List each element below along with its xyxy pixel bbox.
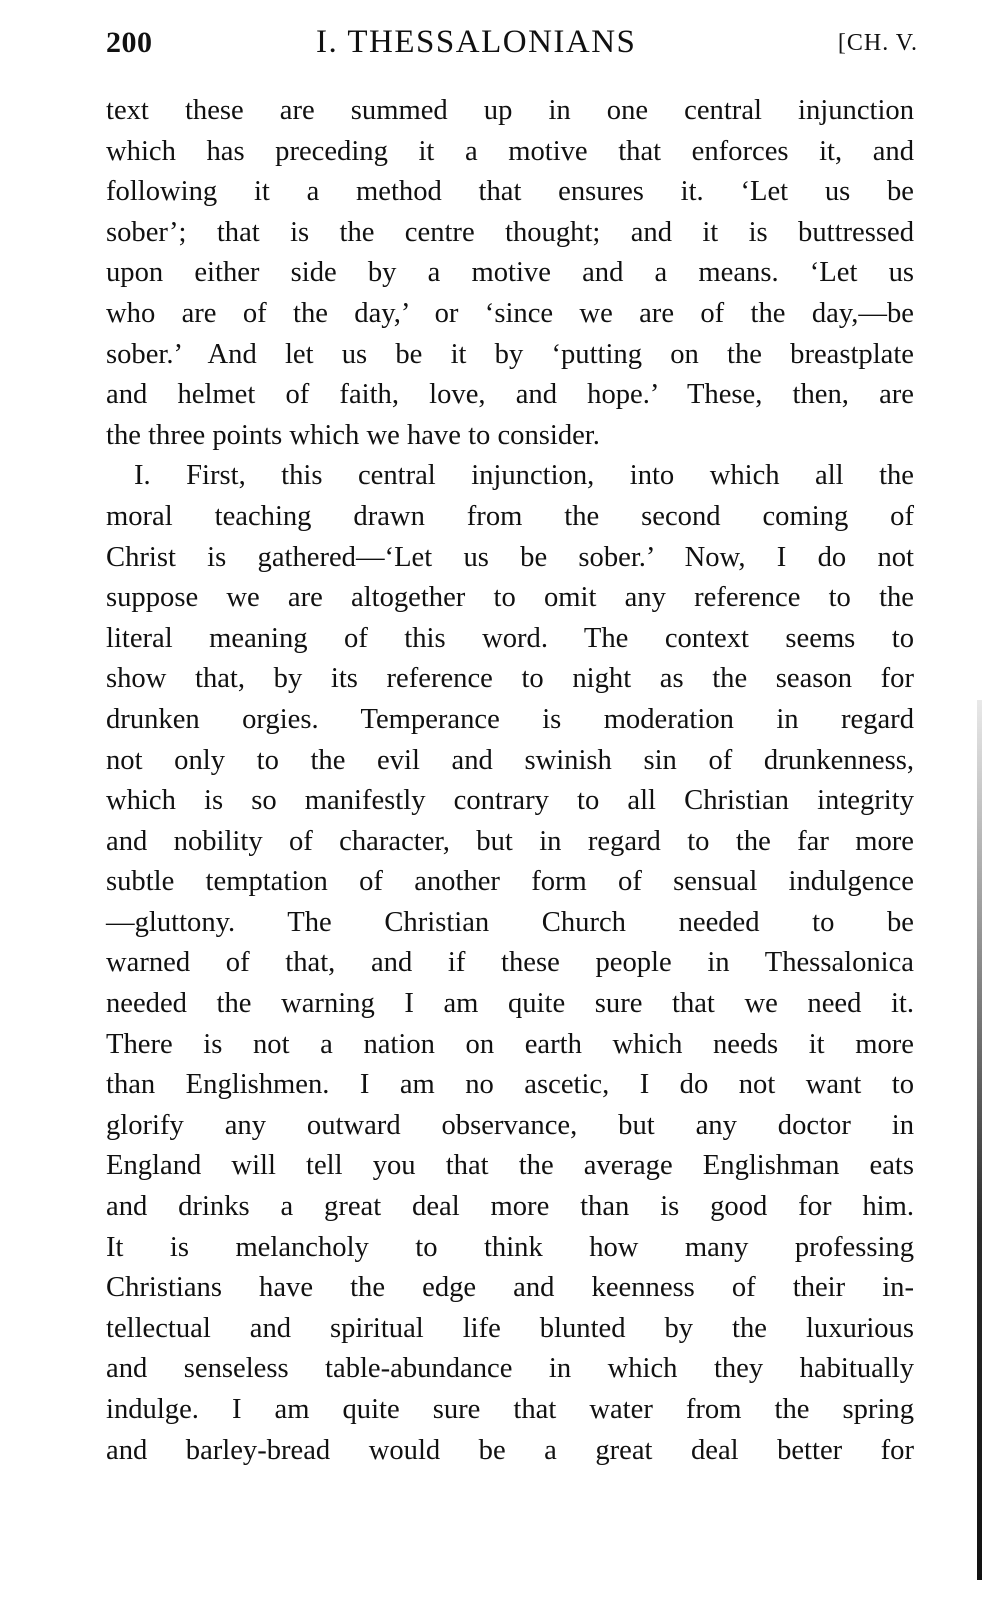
text-line: and nobility of character, but in regard to the far more bbox=[106, 825, 914, 857]
text-line: and helmet of faith, love, and hope.’ These, then, are bbox=[106, 379, 914, 411]
text-line: sober’; that is the centre thought; and it is buttressed bbox=[106, 216, 914, 248]
page-binding-edge bbox=[977, 700, 982, 1580]
text-line: and barley-bread would be a great deal better for bbox=[106, 1434, 914, 1466]
text-line: glorify any outward observance, but any doctor in bbox=[106, 1109, 914, 1141]
running-header bbox=[106, 26, 918, 66]
text-line: It is melancholy to think how many professing bbox=[106, 1231, 914, 1263]
text-line: than Englishmen. I am no ascetic, I do not want to bbox=[106, 1069, 914, 1101]
text-line: not only to the evil and swinish sin of drunkenness, bbox=[106, 744, 914, 776]
paragraph-start-line: I. First, this central injunction, into which all the bbox=[134, 460, 914, 492]
text-line: text these are summed up in one central injunction bbox=[106, 95, 914, 126]
chapter-reference: [CH. V. bbox=[837, 30, 918, 56]
text-line: who are of the day,’ or ‘since we are of the day,—be bbox=[106, 297, 914, 329]
text-line: which is so manifestly contrary to all Christian integrity bbox=[106, 785, 914, 817]
text-line: upon either side by a motive and a means. ‘Let us bbox=[106, 257, 914, 289]
text-line: sober.’ And let us be it by ‘putting on the breastplate bbox=[106, 338, 914, 370]
text-line: moral teaching drawn from the second coming of bbox=[106, 500, 914, 532]
body-text bbox=[106, 91, 914, 1471]
text-line: indulge. I am quite sure that water from the spring bbox=[106, 1394, 914, 1425]
page-number: 200 bbox=[106, 26, 153, 59]
running-title: I. THESSALONIANS bbox=[316, 24, 637, 60]
text-line: which has preceding it a motive that enforces it, and bbox=[106, 135, 914, 167]
text-line: England will tell you that the average Englishman eats bbox=[106, 1150, 914, 1182]
text-line: warned of that, and if these people in Thessalonica bbox=[106, 947, 914, 979]
text-line: suppose we are altogether to omit any reference to the bbox=[106, 582, 914, 614]
text-line: Christians have the edge and keenness of their in- bbox=[106, 1272, 914, 1304]
text-line: literal meaning of this word. The context seems to bbox=[106, 622, 914, 654]
text-line: There is not a nation on earth which needs it more bbox=[106, 1028, 914, 1060]
text-line: drunken orgies. Temperance is moderation in regard bbox=[106, 703, 914, 735]
text-line: show that, by its reference to night as the season for bbox=[106, 663, 914, 695]
text-line: following it a method that ensures it. ‘Let us be bbox=[106, 176, 914, 208]
text-line: Christ is gathered—‘Let us be sober.’ Now, I do not bbox=[106, 541, 914, 573]
text-line: the three points which we have to consider. bbox=[106, 419, 600, 451]
text-line: —gluttony. The Christian Church needed to be bbox=[106, 906, 914, 938]
text-line: and senseless table-abundance in which they habitually bbox=[106, 1353, 914, 1385]
text-line: needed the warning I am quite sure that we need it. bbox=[106, 988, 914, 1020]
text-line: and drinks a great deal more than is good for him. bbox=[106, 1191, 914, 1223]
text-line: subtle temptation of another form of sensual indulgence bbox=[106, 866, 914, 898]
text-line: tellectual and spiritual life blunted by the luxurious bbox=[106, 1312, 914, 1344]
